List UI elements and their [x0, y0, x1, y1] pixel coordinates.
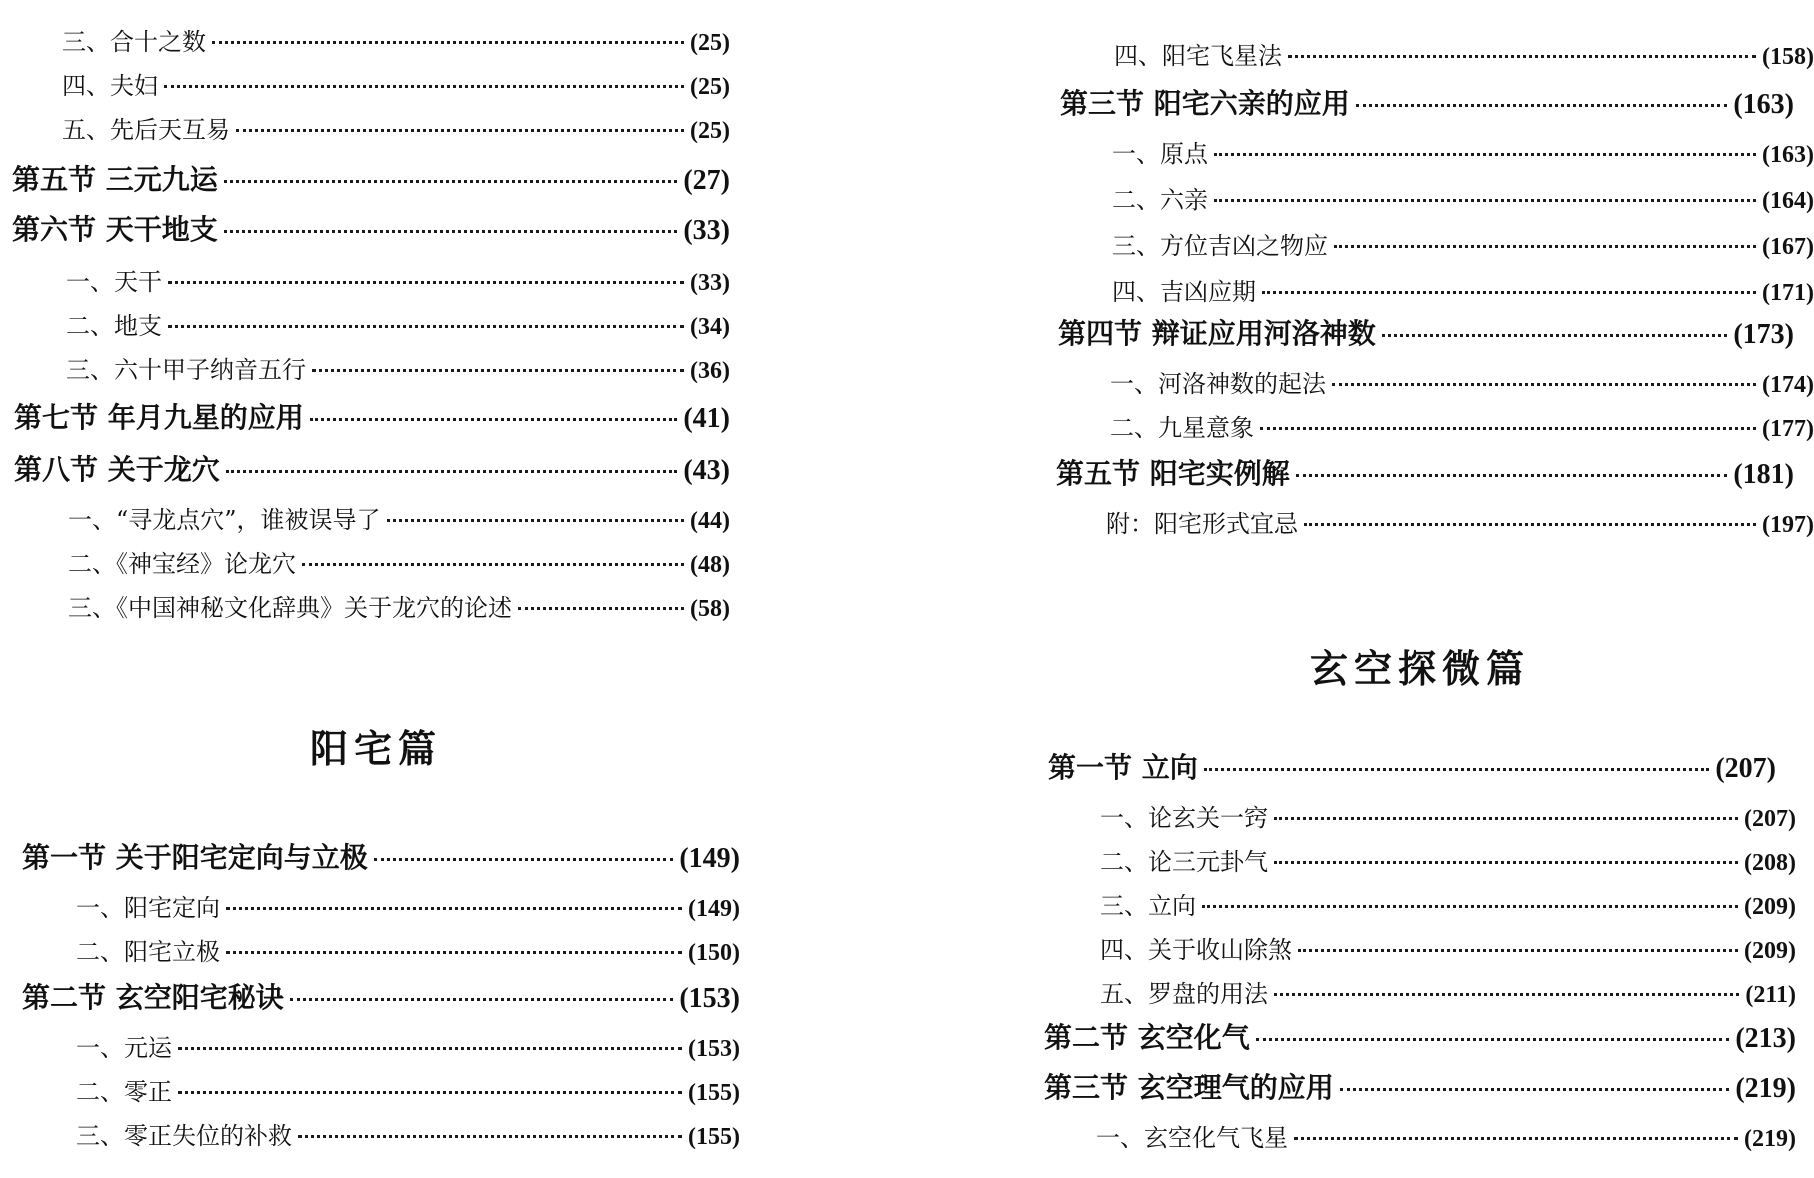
toc-entry	[62, 22, 730, 57]
dot-leader	[1334, 245, 1756, 248]
toc-section-entry	[1058, 312, 1794, 352]
right-toc-page	[1040, 0, 1814, 1178]
entry-page-number: (149)	[679, 843, 740, 874]
entry-title: 二、六亲	[1112, 186, 1208, 214]
dot-leader	[164, 85, 684, 88]
dot-leader	[168, 325, 684, 328]
entry-title: 第二节 玄空化气	[1044, 1021, 1250, 1054]
entry-page-number: (43)	[683, 455, 730, 486]
dot-leader	[1298, 949, 1738, 952]
dot-leader	[1262, 291, 1756, 294]
entry-title: 第一节 立向	[1048, 751, 1198, 784]
dot-leader	[1274, 817, 1738, 820]
toc-entry	[1100, 842, 1796, 877]
entry-page-number: (149)	[688, 896, 740, 922]
dot-leader	[1356, 104, 1728, 107]
toc-section-entry	[22, 976, 740, 1016]
toc-entry	[66, 262, 730, 297]
toc-entry	[1100, 974, 1796, 1009]
entry-title: 第六节 天干地支	[12, 213, 218, 246]
toc-entry	[1112, 272, 1814, 307]
toc-entry	[76, 888, 740, 923]
entry-page-number: (153)	[688, 1036, 740, 1062]
dot-leader	[298, 1135, 682, 1138]
toc-entry	[1110, 364, 1814, 399]
entry-page-number: (33)	[683, 215, 730, 246]
dot-leader	[226, 907, 682, 910]
entry-page-number: (181)	[1733, 459, 1794, 490]
entry-page-number: (213)	[1735, 1023, 1796, 1054]
entry-page-number: (33)	[690, 270, 730, 296]
dot-leader	[1214, 153, 1756, 156]
toc-entry	[68, 588, 730, 623]
entry-page-number: (197)	[1762, 512, 1814, 538]
entry-title: 第一节 关于阳宅定向与立极	[22, 841, 368, 874]
entry-title: 第二节 玄空阳宅秘诀	[22, 981, 284, 1014]
entry-title: 第五节 阳宅实例解	[1056, 457, 1290, 490]
toc-entry	[68, 500, 730, 535]
dot-leader	[1294, 1137, 1738, 1140]
dot-leader	[178, 1047, 682, 1050]
toc-entry	[1114, 36, 1814, 71]
toc-section-entry	[12, 208, 730, 248]
entry-page-number: (211)	[1745, 982, 1796, 1008]
entry-page-number: (155)	[688, 1080, 740, 1106]
toc-entry	[76, 1116, 740, 1151]
entry-page-number: (150)	[688, 940, 740, 966]
entry-page-number: (173)	[1733, 319, 1794, 350]
entry-title: 第四节 辩证应用河洛神数	[1058, 317, 1376, 350]
entry-page-number: (207)	[1744, 806, 1796, 832]
entry-page-number: (34)	[690, 314, 730, 340]
dot-leader	[1274, 993, 1739, 996]
dot-leader	[1256, 1038, 1730, 1041]
dot-leader	[1332, 383, 1756, 386]
toc-entry	[1112, 226, 1814, 261]
entry-page-number: (163)	[1762, 142, 1814, 168]
left-toc-page	[0, 0, 760, 1178]
entry-page-number: (27)	[683, 165, 730, 196]
entry-title: 一、原点	[1112, 140, 1208, 168]
dot-leader	[1304, 523, 1756, 526]
entry-title: 一、论玄关一窍	[1100, 804, 1268, 832]
toc-section-entry	[12, 158, 730, 198]
dot-leader	[1260, 427, 1756, 430]
entry-title: 一、“寻龙点穴”，谁被误导了	[68, 506, 381, 534]
toc-entry	[1112, 134, 1814, 169]
toc-entry	[66, 350, 730, 385]
entry-page-number: (25)	[690, 30, 730, 56]
entry-page-number: (158)	[1762, 44, 1814, 70]
entry-title: 三、方位吉凶之物应	[1112, 232, 1328, 260]
part-title: 玄空探微篇	[1310, 647, 1531, 691]
toc-entry	[1100, 930, 1796, 965]
dot-leader	[302, 563, 684, 566]
dot-leader	[387, 519, 684, 522]
toc-entry	[1106, 504, 1814, 539]
entry-title: 四、阳宅飞星法	[1114, 42, 1282, 70]
toc-entry	[76, 932, 740, 967]
entry-page-number: (209)	[1744, 894, 1796, 920]
toc-section-entry	[1044, 1016, 1796, 1056]
entry-title: 三、合十之数	[62, 28, 206, 56]
toc-entry	[1096, 1118, 1796, 1153]
dot-leader	[212, 41, 684, 44]
entry-title: 第五节 三元九运	[12, 163, 218, 196]
toc-section-entry	[1056, 452, 1794, 492]
entry-title: 三、零正失位的补救	[76, 1122, 292, 1150]
entry-title: 三、六十甲子纳音五行	[66, 356, 306, 384]
dot-leader	[1288, 55, 1756, 58]
dot-leader	[1274, 861, 1738, 864]
dot-leader	[310, 418, 678, 421]
dot-leader	[1202, 905, 1738, 908]
entry-title: 三、立向	[1100, 892, 1196, 920]
toc-entry	[66, 306, 730, 341]
entry-title: 二、阳宅立极	[76, 938, 220, 966]
entry-page-number: (208)	[1744, 850, 1796, 876]
dot-leader	[224, 230, 678, 233]
entry-title: 一、玄空化气飞星	[1096, 1124, 1288, 1152]
entry-title: 第八节 关于龙穴	[14, 453, 220, 486]
entry-title: 二、论三元卦气	[1100, 848, 1268, 876]
entry-page-number: (174)	[1762, 372, 1814, 398]
entry-title: 二、《神宝经》论龙穴	[68, 550, 296, 578]
entry-page-number: (25)	[690, 118, 730, 144]
entry-page-number: (167)	[1762, 234, 1814, 260]
entry-page-number: (171)	[1762, 280, 1814, 306]
dot-leader	[226, 951, 682, 954]
dot-leader	[1296, 474, 1728, 477]
entry-page-number: (41)	[683, 403, 730, 434]
entry-title: 四、关于收山除煞	[1100, 936, 1292, 964]
dot-leader	[1382, 334, 1728, 337]
toc-section-entry	[14, 448, 730, 488]
entry-title: 第三节 玄空理气的应用	[1044, 1071, 1334, 1104]
entry-page-number: (177)	[1762, 416, 1814, 442]
entry-page-number: (219)	[1735, 1073, 1796, 1104]
toc-entry	[62, 66, 730, 101]
entry-title: 五、罗盘的用法	[1100, 980, 1268, 1008]
entry-page-number: (163)	[1733, 89, 1794, 120]
entry-title: 一、阳宅定向	[76, 894, 220, 922]
dot-leader	[1214, 199, 1756, 202]
dot-leader	[1204, 768, 1710, 771]
toc-section-entry	[22, 836, 740, 876]
toc-entry	[62, 110, 730, 145]
toc-section-entry	[1044, 1066, 1796, 1106]
toc-entry	[1100, 886, 1796, 921]
dot-leader	[290, 998, 674, 1001]
entry-page-number: (25)	[690, 74, 730, 100]
dot-leader	[226, 470, 678, 473]
dot-leader	[224, 180, 678, 183]
entry-title: 一、天干	[66, 268, 162, 296]
entry-page-number: (153)	[679, 983, 740, 1014]
entry-title: 第七节 年月九星的应用	[14, 401, 304, 434]
entry-title: 四、夫妇	[62, 72, 158, 100]
entry-title: 第三节 阳宅六亲的应用	[1060, 87, 1350, 120]
toc-section-entry	[14, 396, 730, 436]
entry-page-number: (155)	[688, 1124, 740, 1150]
toc-entry	[76, 1028, 740, 1063]
toc-entry	[68, 544, 730, 579]
entry-title: 二、零正	[76, 1078, 172, 1106]
dot-leader	[374, 858, 674, 861]
toc-entry	[1100, 798, 1796, 833]
entry-title: 一、元运	[76, 1034, 172, 1062]
entry-page-number: (209)	[1744, 938, 1796, 964]
part-title: 阳宅篇	[310, 727, 443, 771]
dot-leader	[312, 369, 684, 372]
entry-title: 四、吉凶应期	[1112, 278, 1256, 306]
entry-page-number: (164)	[1762, 188, 1814, 214]
toc-entry	[76, 1072, 740, 1107]
entry-title: 一、河洛神数的起法	[1110, 370, 1326, 398]
toc-section-entry	[1048, 746, 1776, 786]
toc-section-entry	[1060, 82, 1794, 122]
dot-leader	[518, 607, 684, 610]
entry-page-number: (219)	[1744, 1126, 1796, 1152]
entry-title: 三、《中国神秘文化辞典》关于龙穴的论述	[68, 594, 512, 622]
entry-title: 五、先后天互易	[62, 116, 230, 144]
entry-page-number: (207)	[1715, 753, 1776, 784]
entry-page-number: (36)	[690, 358, 730, 384]
dot-leader	[178, 1091, 682, 1094]
entry-title: 二、地支	[66, 312, 162, 340]
dot-leader	[236, 129, 684, 132]
dot-leader	[168, 281, 684, 284]
entry-page-number: (58)	[690, 596, 730, 622]
entry-page-number: (44)	[690, 508, 730, 534]
toc-entry	[1110, 408, 1814, 443]
entry-title: 附：阳宅形式宜忌	[1106, 510, 1298, 538]
entry-page-number: (48)	[690, 552, 730, 578]
dot-leader	[1340, 1088, 1730, 1091]
entry-title: 二、九星意象	[1110, 414, 1254, 442]
toc-entry	[1112, 180, 1814, 215]
